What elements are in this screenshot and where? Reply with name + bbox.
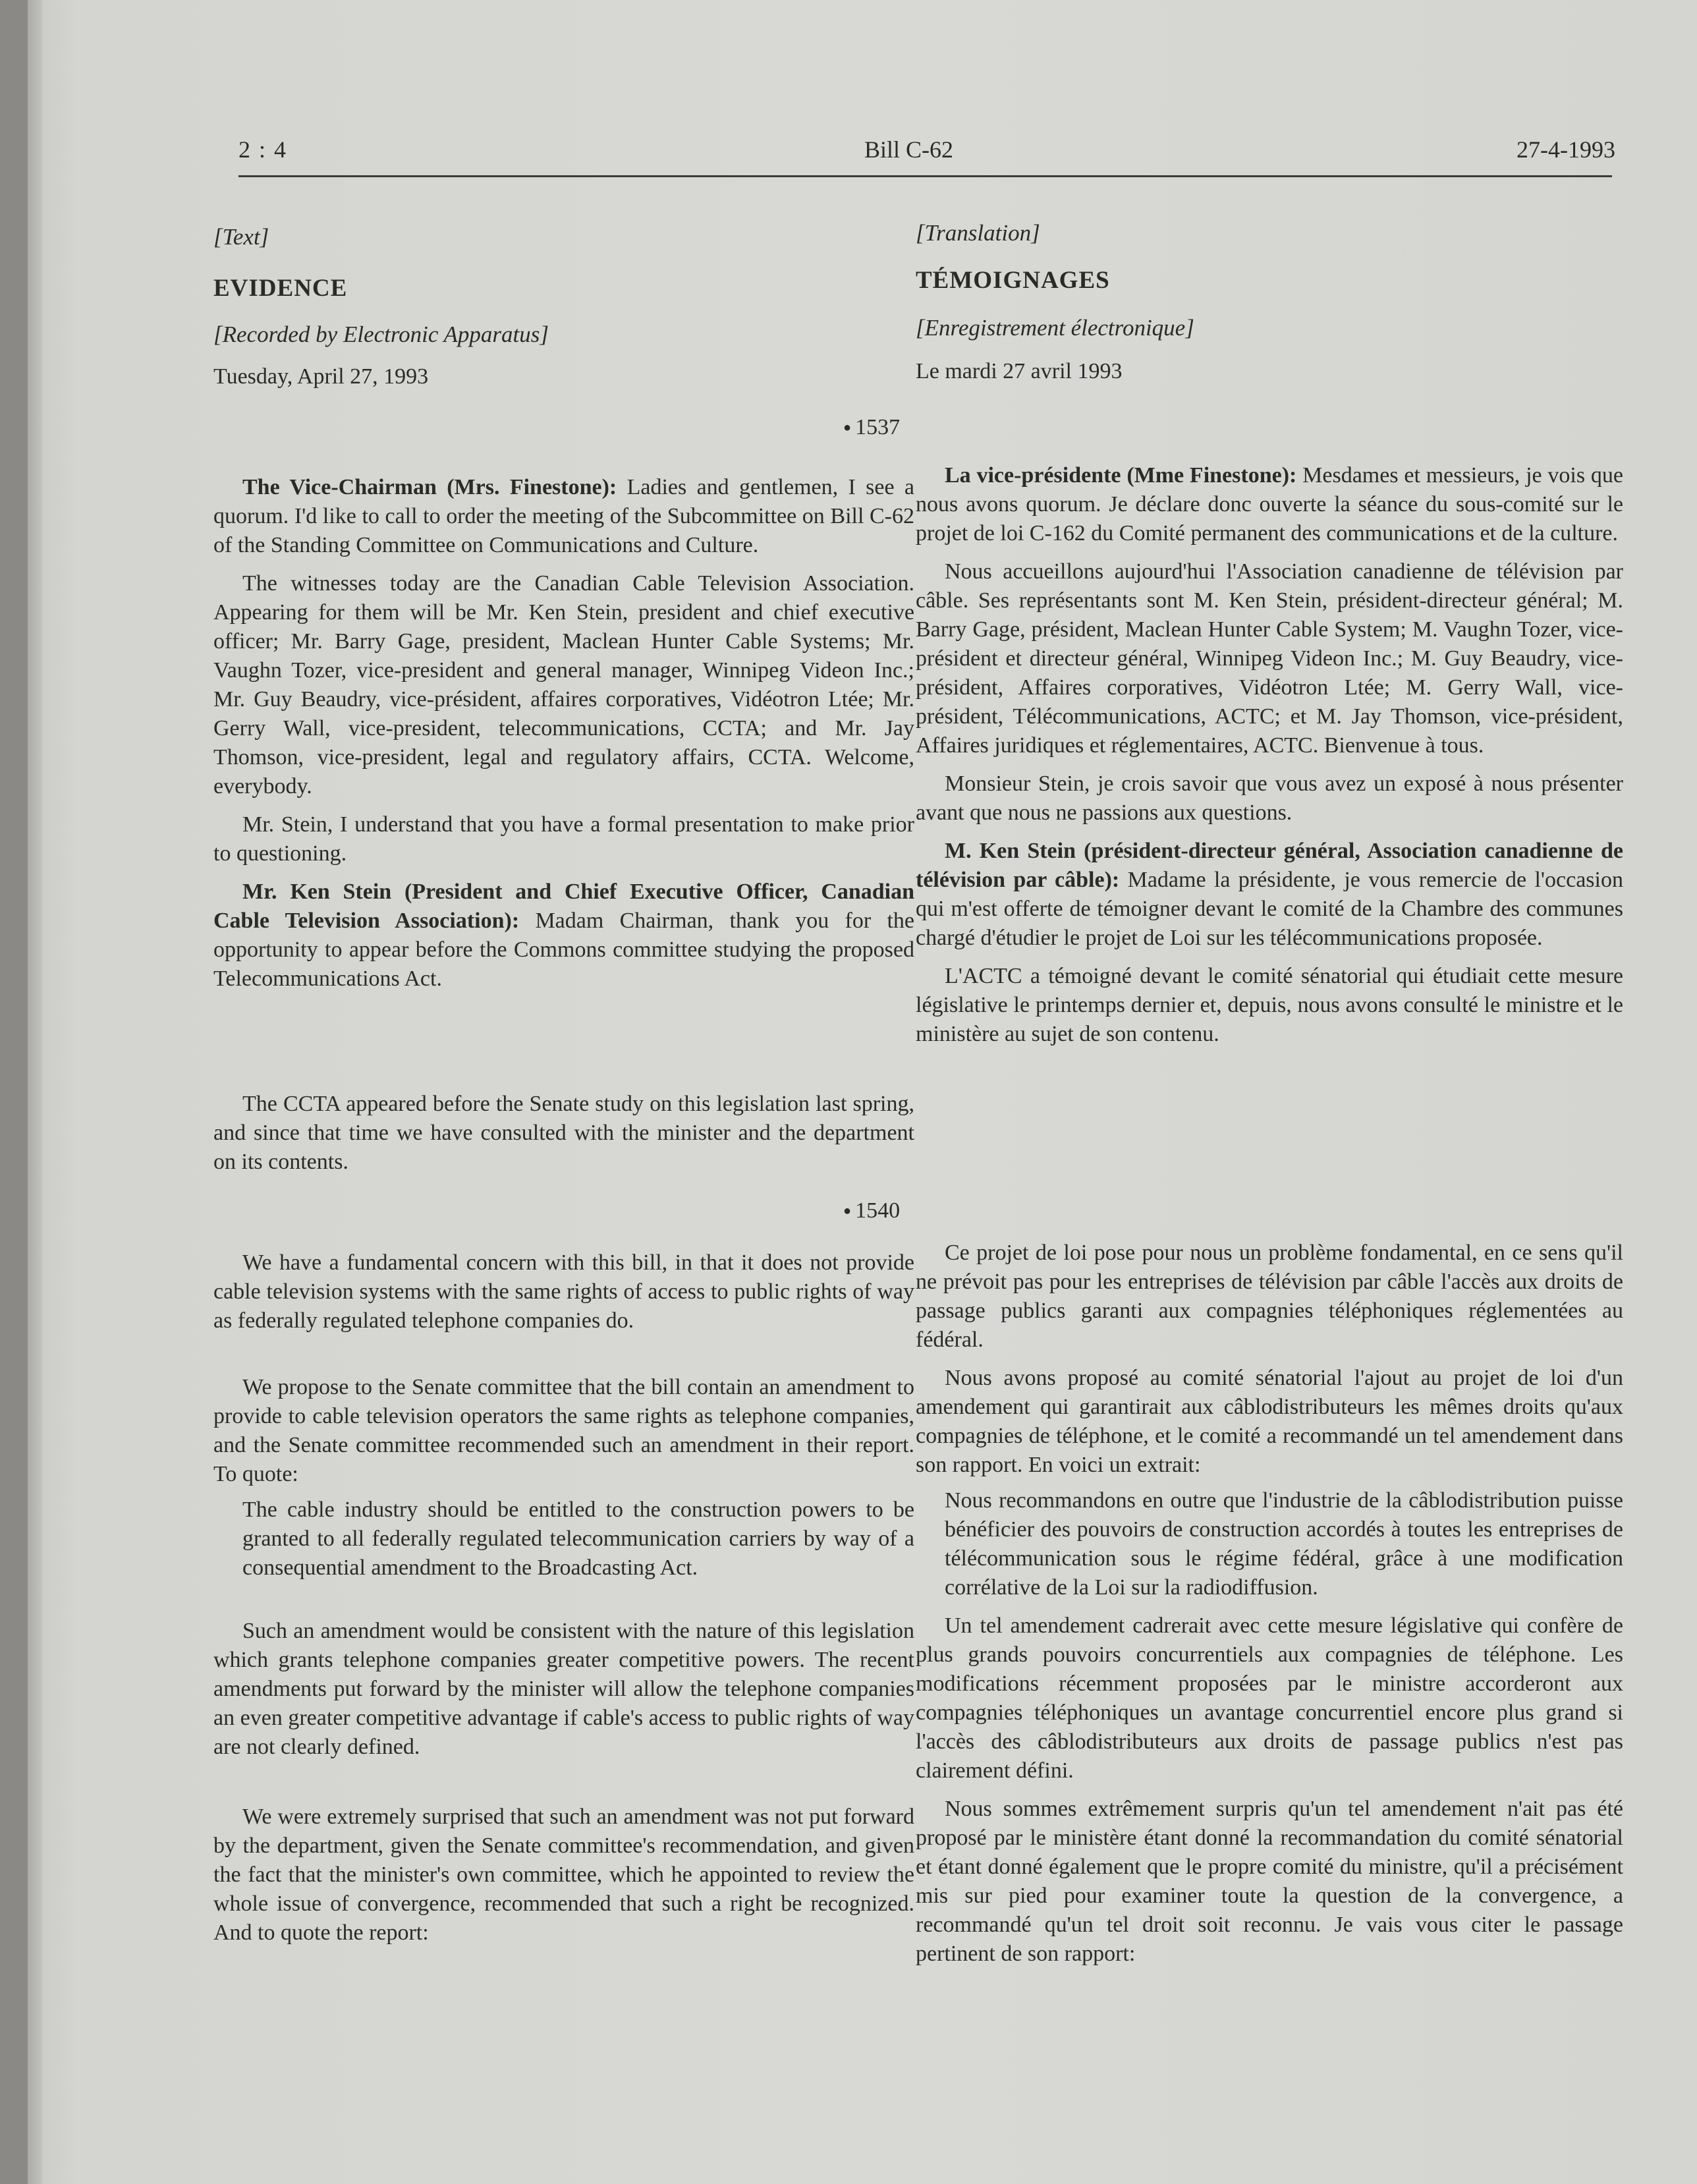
paragraph (213, 1090, 914, 1177)
paragraph (916, 461, 1623, 548)
time-marker-label: 1537 (855, 415, 901, 439)
english-column-part2 (213, 1373, 914, 1582)
paragraph: Mr. Stein, I understand that you have a formal presentation to make prior to questioning. (213, 812, 914, 866)
paragraph-text: Such an amendment would be consistent with the nature of this legislation which grants telephone companies greater competitive powers. The recent amendments put forward by the minister will allow the telephone companies an even greater competitive advantage if cable's access to public rights of way are not clearly defined. (213, 1619, 914, 1759)
paragraph: Nous accueillons aujourd'hui l'Association canadienne de télévision par câble. Ses représentants sont M. Ken Stein, président-directeur général; M. Barry Gage, président, Maclean Hunter Cable System; M. Vaughn Tozer, vice-président et directeur général, Winnipeg Videon Inc.; M. Guy Beaudry, vice-président, Affaires corporatives, Vidéotron Ltée; M. Gerry Wall, vice-président, Télécommunications, ACTC; et M. Jay Thomson, vice-président, Affaires juridiques et réglementaires, ACTC. Bienvenue à tous. (916, 559, 1623, 758)
paragraph: We propose to the Senate committee that the bill contain an amendment to provide to cable television operators the same rights as telephone companies, and the Senate committee recommended such an amendment in their report. To quote: (213, 1375, 914, 1486)
english-column-part1 (213, 473, 914, 994)
time-marker (843, 415, 900, 440)
paragraph-text: Mesdames et messieurs, je vois que nous avons quorum. Je déclare donc ouverte la séance du sous-comité sur le projet de loi C-162 du Comité permanent des communications et de la culture. (916, 463, 1623, 546)
time-marker (843, 1198, 900, 1223)
recorded-note-fr: [Enregistrement électronique] (916, 315, 1194, 341)
session-date: Tuesday, April 27, 1993 (213, 364, 429, 389)
speaker-name: Mr. Ken Stein (President and Chief Executive Officer, Canadian Cable Television Association): (213, 880, 914, 933)
paragraph-text: Madam Chairman, thank you for the opportunity to appear before the Commons committee studying the proposed Telecommunications Act. (213, 909, 914, 991)
paragraph (916, 837, 1623, 953)
paragraph-text: Madame la présidente, je vous remercie de l'occasion qui m'est offerte de témoigner devant le comité de la Chambre des communes chargé d'étudier le projet de Loi sur les télécommunications proposée. (916, 868, 1623, 950)
paragraph: The witnesses today are the Canadian Cable Television Association. Appearing for them will be Mr. Ken Stein, president and chief executive officer; Mr. Barry Gage, president, Maclean Hunter Cable Systems; Mr. Vaughn Tozer, vice-president and general manager, Winnipeg Videon Inc.; Mr. Guy Beaudry, vice-président, affaires corporatives, Vidéotron Ltée; Mr. Gerry Wall, vice-president, telecommunications, CCTA; and Mr. Jay Thomson, vice-president, legal and regulatory affairs, CCTA. Welcome, everybody. (213, 571, 914, 798)
recorded-note: [Recorded by Electronic Apparatus] (213, 322, 549, 347)
paragraph-text: Ladies and gentlemen, I see a quorum. I'd like to call to order the meeting of the Subcommittee on Bill C-62 of the Standing Committee on Communications and Culture. (213, 475, 915, 557)
paragraph: Monsieur Stein, je crois savoir que vous avez un exposé à nous présenter avant que nous ne passions aux questions. (916, 771, 1623, 825)
header-date: 27-4-1993 (1516, 136, 1615, 163)
paragraph: Nous avons proposé au comité sénatorial l'ajout au projet de loi d'un amendement qui garantirait aux câblodistributeurs les mêmes droits qu'aux compagnies de téléphone, et le comité a recommandé un tel amendement dans son rapport. En voici un extrait: (916, 1366, 1623, 1477)
document-page (28, 0, 1697, 2184)
time-marker-label: 1540 (855, 1198, 901, 1223)
header-rule (238, 175, 1612, 177)
block-quote: Nous recommandons en outre que l'industrie de la câblodistribution puisse bénéficier des pouvoirs de construction accordés à toutes les entreprises de télécommunication sous le régime fédéral, grâce à une modification corrélative de la Loi sur la radiodiffusion. (945, 1488, 1623, 1600)
evidence-heading: EVIDENCE (213, 275, 348, 302)
text-tag: [Text] (213, 224, 269, 250)
paragraph: L'ACTC a témoigné devant le comité sénatorial qui étudiait cette mesure législative le printemps dernier et, depuis, nous avons consulté le ministre et le ministère au sujet de son contenu. (916, 964, 1623, 1046)
paragraph: Ce projet de loi pose pour nous un problème fondamental, en ce sens qu'il ne prévoit pas pour les entreprises de télévision par câble l'accès aux droits de passage publics garanti aux compagnies téléphoniques réglementées au fédéral. (916, 1241, 1623, 1352)
paragraph: Un tel amendement cadrerait avec cette mesure législative qui confère de plus grands pouvoirs concurrentiels aux compagnies de téléphone. Les modifications récemment proposées par le ministre accorderont aux compagnies téléphoniques un avantage concurrentiel encore plus grand si l'accès des câblodistributeurs aux droits de passage publics n'est pas clairement défini. (916, 1613, 1623, 1783)
bill-title: Bill C-62 (864, 136, 954, 163)
speaker-name: The Vice-Chairman (Mrs. Finestone): (242, 475, 617, 499)
speaker-name: La vice-présidente (Mme Finestone): (945, 463, 1297, 488)
session-date-fr: Le mardi 27 avril 1993 (916, 359, 1123, 383)
page-edge (28, 0, 42, 2184)
paragraph (213, 473, 914, 560)
paragraph (213, 1803, 914, 1947)
speaker-name: M. Ken Stein (président-directeur général, Association canadienne de télévision par câble): (916, 839, 1623, 892)
french-column-part2 (916, 1239, 1623, 1969)
translation-tag: [Translation] (916, 220, 1040, 246)
temoignages-heading: TÉMOIGNAGES (916, 267, 1110, 294)
paragraph (213, 1617, 914, 1762)
french-column-part1 (916, 461, 1623, 1049)
block-quote: The cable industry should be entitled to the construction powers to be granted to all federally regulated telecommunication carriers by way of a consequential amendment to the Broadcasting Act. (242, 1498, 914, 1580)
page-number: 2 : 4 (238, 136, 288, 163)
paragraph (213, 1248, 914, 1335)
paragraph-text: We have a fundamental concern with this bill, in that it does not provide cable television systems with the same rights of access to public rights of way as federally regulated telephone companies do. (213, 1250, 914, 1333)
page-header (206, 136, 1615, 175)
paragraph: Nous sommes extrêmement surpris qu'un tel amendement n'ait pas été proposé par le ministère étant donné la recommandation du comité sénatorial et étant donné également que le propre comité du ministre, qu'il a précisément mis sur pied pour examiner toute la question de la convergence, a recommandé qu'un tel droit soit reconnu. Je vais vous citer le passage pertinent de son rapport: (916, 1797, 1623, 1966)
paragraph-text: We were extremely surprised that such an amendment was not put forward by the department, given the Senate committee's recommendation, and given the fact that the minister's own committee, which he appointed to review the whole issue of convergence, recommended that such a right be recognized. And to quote the report: (213, 1805, 914, 1945)
paragraph (213, 878, 914, 994)
paragraph-text: The CCTA appeared before the Senate study on this legislation last spring, and since that time we have consulted with the minister and the department on its contents. (213, 1092, 914, 1174)
